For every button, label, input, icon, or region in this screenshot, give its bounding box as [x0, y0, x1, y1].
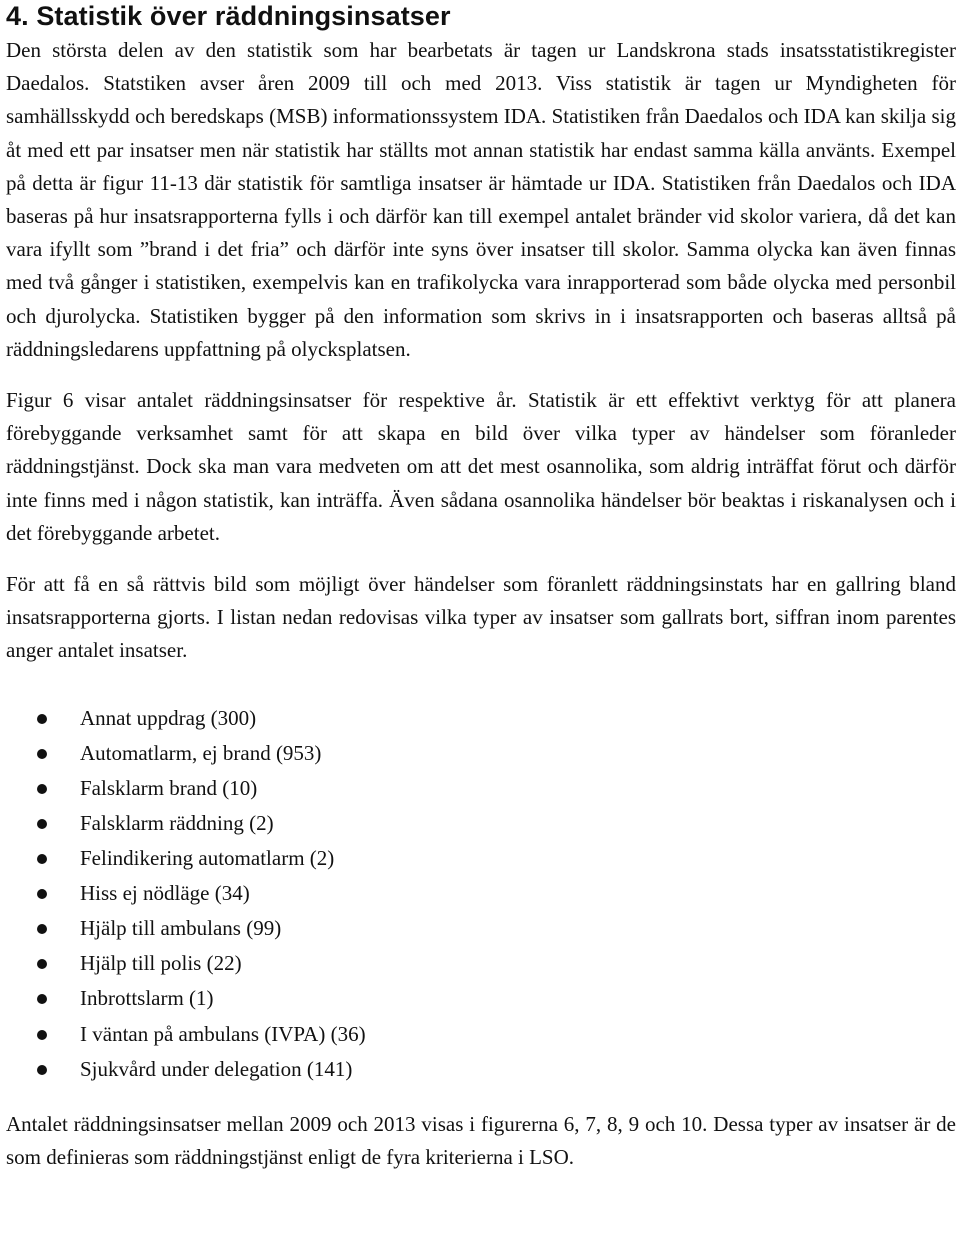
- list-item: [6, 736, 956, 771]
- bullet-icon: [37, 854, 47, 864]
- bullet-icon: [37, 924, 47, 934]
- list-item: [6, 981, 956, 1016]
- list-item-text: Automatlarm, ej brand (953): [80, 740, 322, 765]
- list-item-text: Hiss ej nödläge (34): [80, 881, 250, 906]
- bullet-icon: [37, 784, 47, 794]
- excluded-incident-list: [6, 701, 956, 1087]
- list-item-text: Sjukvård under delegation (141): [80, 1056, 353, 1081]
- bullet-icon: [37, 819, 47, 829]
- list-item: [6, 911, 956, 946]
- list-item: [6, 946, 956, 981]
- bullet-icon: [37, 714, 47, 724]
- list-item-text: Falsklarm räddning (2): [80, 810, 274, 835]
- bullet-icon: [37, 959, 47, 969]
- bullet-icon: [37, 1065, 47, 1075]
- list-item: [6, 806, 956, 841]
- paragraph-closing: Antalet räddningsinsatser mellan 2009 och 2013 visas i figurerna 6, 7, 8, 9 och 10. Dessa typer av insatser är de som definieras som räddningstjänst enligt de fyra kriterierna i LSO.: [6, 1111, 956, 1169]
- list-item: [6, 701, 956, 736]
- list-item-text: Annat uppdrag (300): [80, 705, 257, 730]
- bullet-icon: [37, 1030, 47, 1040]
- list-item: [6, 771, 956, 806]
- list-item: [6, 876, 956, 911]
- list-item-text: Inbrottslarm (1): [80, 986, 214, 1011]
- list-item: [6, 841, 956, 876]
- list-item-text: Hjälp till polis (22): [80, 951, 242, 976]
- list-item: [6, 1052, 956, 1087]
- bullet-icon: [37, 889, 47, 899]
- list-item-text: I väntan på ambulans (IVPA) (36): [80, 1021, 366, 1046]
- paragraph-data-sources: Den största delen av den statistik som har bearbetats är tagen ur Landskrona stads insatsstatistikregister Daedalos. Statstiken avser åren 2009 till och med 2013. Viss statistik är tagen ur Myndigheten för samhällsskydd och beredskaps (MSB) informationssystem IDA. Statistiken från Daedalos och IDA kan skilja sig åt med ett par insatser men när statistik har ställts mot annan statistik har endast samma källa använts. Exempel på detta är figur 11-13 där statistik för samtliga insatser är hämtade ur IDA. Statistiken från Daedalos och IDA baseras på hur insatsrapporterna fylls i och därför kan till exempel antalet bränder vid skolor variera, då det kan vara ifyllt som ”brand i det fria” och därför inte syns över insatser till skolor. Samma olycka kan även finnas med två gånger i statistiken, exempelvis kan en trafikolycka vara inrapporterad som både olycka med personbil och djurolycka. Statistiken bygger på den information som skrivs in i insatsrapporten och baseras alltså på räddningsledarens uppfattning på olycksplatsen.: [6, 38, 956, 361]
- list-item-text: Falsklarm brand (10): [80, 775, 258, 800]
- list-item: [6, 1017, 956, 1052]
- bullet-icon: [37, 994, 47, 1004]
- section-heading: 4. Statistik över räddningsinsatser: [6, 1, 451, 31]
- paragraph-figure-intro: Figur 6 visar antalet räddningsinsatser för respektive år. Statistik är ett effektivt verktyg för att planera förebyggande verksamhet samt för att skapa en bild över vilka typer av händelser som föranleder räddningstjänst. Dock ska man vara medveten om att det mest osannolika, som aldrig inträffat förut och därför inte finns med i någon statistik, kan inträffa. Även sådana osannolika händelser bör beaktas i riskanalysen och i det förebyggande arbetet.: [6, 388, 956, 545]
- document-page: [6, 0, 956, 1174]
- paragraph-filtering: För att få en så rättvis bild som möjligt över händelser som föranlett räddningsinstats har en gallring bland insatsrapporterna gjorts. I listan nedan redovisas vilka typer av insatser som gallrats bort, siffran inom parentes anger antalet insatser.: [6, 572, 956, 663]
- list-item-text: Hjälp till ambulans (99): [80, 916, 282, 941]
- list-item-text: Felindikering automatlarm (2): [80, 846, 335, 871]
- bullet-icon: [37, 749, 47, 759]
